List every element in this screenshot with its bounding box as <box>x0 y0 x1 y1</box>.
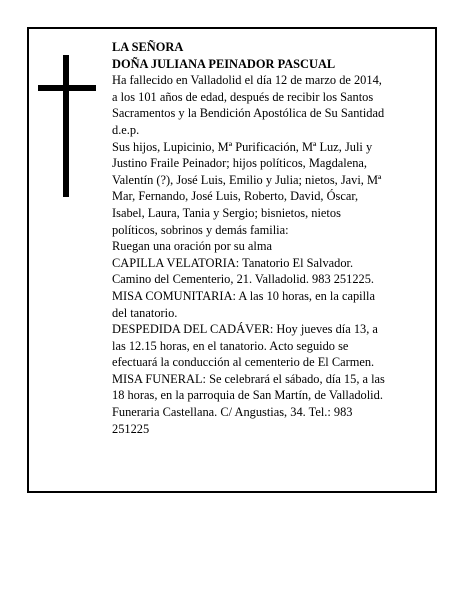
body-line: Camino del Cementerio, 21. Valladolid. 983 251225. <box>112 272 375 287</box>
body-line: Funeraria Castellana. C/ Angustias, 34. Tel.: 983 <box>112 405 353 420</box>
body-line: Sus hijos, Lupicinio, Mª Purificación, Mª Luz, Juli y <box>112 139 373 154</box>
title-line: LA SEÑORA <box>112 40 184 54</box>
obituary-text <box>112 39 418 437</box>
body-line: 18 horas, en la parroquia de San Martín, de Valladolid. <box>112 388 383 403</box>
cross-icon <box>38 55 96 197</box>
body-line: 251225 <box>112 421 150 436</box>
body-line: las 12.15 horas, en el tanatorio. Acto seguido se <box>112 338 349 353</box>
body-line: Isabel, Laura, Tania y Sergio; bisnietos, nietos <box>112 205 341 220</box>
body-line: Mar, Fernando, José Luis, Roberto, David, Óscar, <box>112 189 359 204</box>
body-line: del tanatorio. <box>112 305 178 320</box>
body-line: Ha fallecido en Valladolid el día 12 de marzo de 2014, <box>112 73 382 88</box>
body-line: políticos, sobrinos y demás familia: <box>112 222 289 237</box>
body-line: Sacramentos y la Bendición Apostólica de Su Santidad <box>112 106 385 121</box>
body-line: MISA COMUNITARIA: A las 10 horas, en la capilla <box>112 288 375 303</box>
body-line: d.e.p. <box>112 122 140 137</box>
body-line: efectuará la conducción al cementerio de El Carmen. <box>112 355 375 370</box>
body-line: Justino Fraile Peinador; hijos políticos, Magdalena, <box>112 156 368 171</box>
cross-horizontal-bar <box>38 85 96 91</box>
body-line: Valentín (?), José Luis, Emilio y Julia; nietos, Javi, Mª <box>112 172 382 187</box>
cross-vertical-bar <box>63 55 69 197</box>
body-line: Ruegan una oración por su alma <box>112 239 272 254</box>
body-line: CAPILLA VELATORIA: Tanatorio El Salvador. <box>112 255 354 270</box>
body-line: a los 101 años de edad, después de recibir los Santos <box>112 89 374 104</box>
body-line: MISA FUNERAL: Se celebrará el sábado, día 15, a las <box>112 371 385 386</box>
deceased-name: DOÑA JULIANA PEINADOR PASCUAL <box>112 56 336 71</box>
body-line: DESPEDIDA DEL CADÁVER: Hoy jueves día 13, a <box>112 322 378 337</box>
